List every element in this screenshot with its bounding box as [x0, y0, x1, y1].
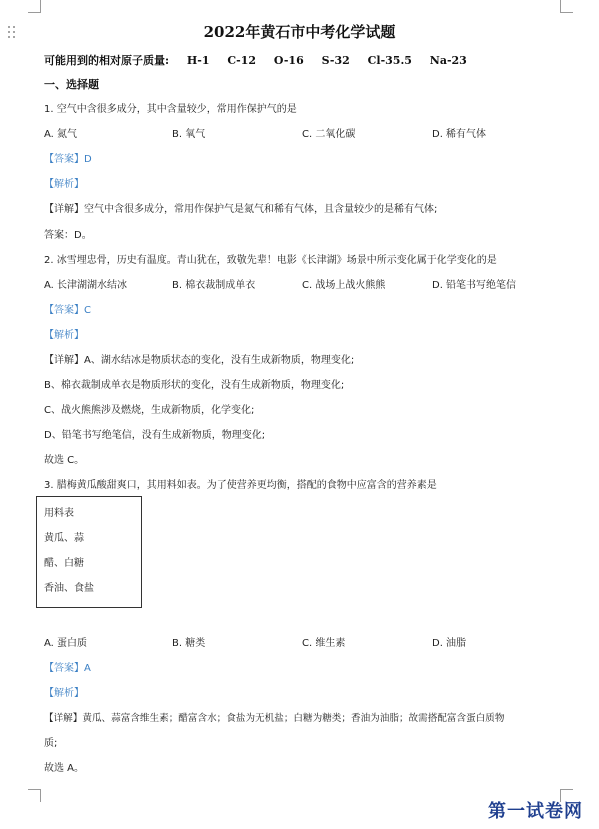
- crop-mark-top-right: [560, 0, 573, 13]
- atomic-masses-line: [44, 54, 481, 68]
- q2-detail-line: D、铅笔书写绝笔信，没有生成新物质，物理变化;: [44, 430, 266, 441]
- mass-item: H-1: [186, 54, 210, 67]
- q3-answer: 【答案】A: [44, 663, 91, 674]
- crop-mark-top-left: [28, 0, 41, 13]
- q1-analysis-label: 【解析】: [44, 179, 84, 190]
- q2-detail-line: C、战火熊熊涉及燃烧，生成新物质，化学变化;: [44, 405, 255, 416]
- mass-item: O-16: [273, 54, 304, 67]
- q1-option-b: B. 氧气: [172, 129, 206, 140]
- q2-option-c: C. 战场上战火熊熊: [302, 280, 386, 291]
- q3-detail-line: 质;: [44, 738, 58, 749]
- table-row: 黄瓜、蒜: [44, 533, 84, 544]
- mass-item: C-12: [227, 54, 257, 67]
- q3-analysis-label: 【解析】: [44, 688, 84, 699]
- q3-option-a: A. 蛋白质: [44, 638, 88, 649]
- section-title: 一、选择题: [44, 78, 99, 91]
- q1-answer: 【答案】D: [44, 154, 92, 165]
- mass-item: S-32: [321, 54, 350, 67]
- page-title: 2022年黄石市中考化学试题: [203, 23, 396, 41]
- q1-option-c: C. 二氧化碳: [302, 129, 356, 140]
- q2-detail-line: B、棉衣裁制成单衣是物质形状的变化，没有生成新物质，物理变化;: [44, 380, 345, 391]
- q3-option-d: D. 油脂: [432, 638, 467, 649]
- q3-conclusion: 故选 A。: [44, 763, 85, 774]
- q2-option-a: A. 长津湖湖水结冰: [44, 280, 128, 291]
- q1-option-d: D. 稀有气体: [432, 129, 487, 140]
- mass-item: Cl-35.5: [367, 54, 412, 67]
- table-row: 用料表: [44, 508, 74, 519]
- q2-conclusion: 故选 C。: [44, 455, 85, 466]
- q1-stem: 1. 空气中含很多成分，其中含量较少，常用作保护气的是: [44, 104, 297, 115]
- q2-analysis-label: 【解析】: [44, 330, 84, 341]
- table-row: 醋、白糖: [44, 558, 84, 569]
- q1-detail: 【详解】空气中含很多成分，常用作保护气是氮气和稀有气体，且含量较少的是稀有气体;: [44, 204, 438, 215]
- crop-mark-bottom-left: [28, 789, 41, 802]
- q2-detail-line: 【详解】A、湖水结冰是物质状态的变化，没有生成新物质，物理变化;: [44, 355, 355, 366]
- ingredients-table: [36, 496, 142, 608]
- table-row: 香油、食盐: [44, 583, 94, 594]
- q3-detail-line: 【详解】黄瓜、蒜富含维生素；醋富含水；食盐为无机盐；白糖为糖类；香油为油脂；故需搭配富含蛋白质物: [44, 713, 505, 724]
- atomic-masses-label: 可能用到的相对原子质量:: [44, 54, 170, 67]
- q3-stem: 3. 腊梅黄瓜酸甜爽口，其用料如表。为了使营养更均衡，搭配的食物中应富含的营养素是: [44, 480, 437, 491]
- q1-conclusion: 答案：D。: [44, 230, 92, 241]
- q2-answer: 【答案】C: [44, 305, 91, 316]
- q3-option-b: B. 糖类: [172, 638, 206, 649]
- watermark-logo: 第一试卷网: [488, 801, 583, 822]
- q2-stem: 2. 冰雪埋忠骨，历史有温度。青山犹在，致敬先辈！电影《长津湖》场景中所示变化属于化学变化的是: [44, 255, 497, 266]
- mass-item: Na-23: [429, 54, 467, 67]
- q2-option-b: B. 棉衣裁制成单衣: [172, 280, 256, 291]
- q3-option-c: C. 维生素: [302, 638, 346, 649]
- q2-option-d: D. 铅笔书写绝笔信: [432, 280, 517, 291]
- q1-option-a: A. 氮气: [44, 129, 78, 140]
